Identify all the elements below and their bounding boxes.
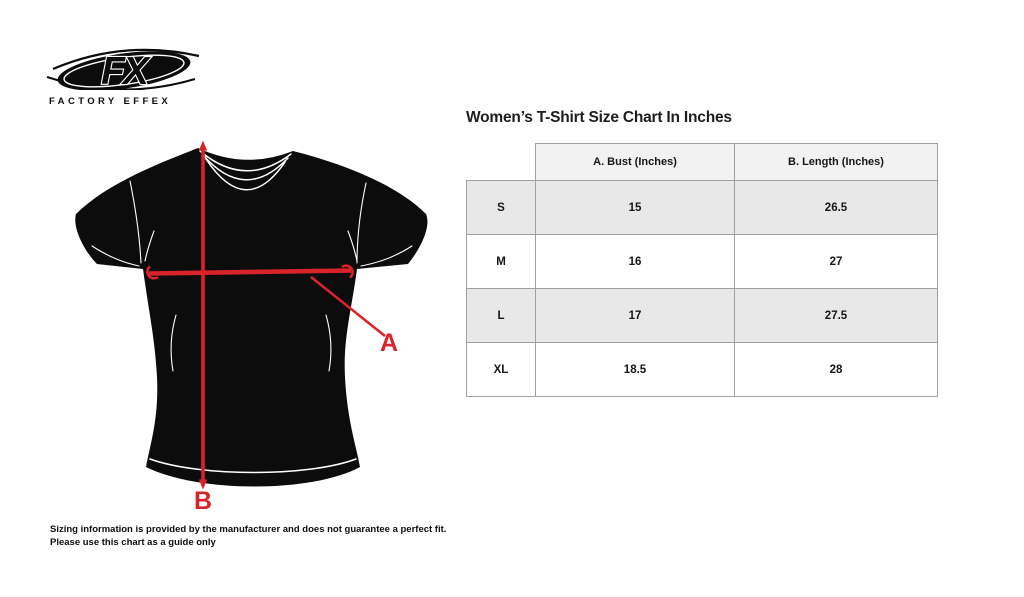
brand-logo (45, 33, 215, 107)
table-corner-cell (467, 144, 536, 181)
table-header-row (467, 144, 938, 181)
header-length: B. Length (Inches) (735, 144, 938, 181)
header-bust: A. Bust (Inches) (536, 144, 735, 181)
disclaimer (50, 524, 446, 549)
bust-value: 16 (536, 235, 735, 289)
fx-logo-text: FX (101, 50, 147, 90)
size-chart-table (466, 143, 938, 397)
size-table-header (467, 144, 938, 181)
bust-value: 18.5 (536, 343, 735, 397)
length-value: 26.5 (735, 181, 938, 235)
table-row-l (467, 289, 938, 343)
fx-logo-icon (45, 33, 205, 90)
size-cell: M (467, 235, 536, 289)
size-cell: L (467, 289, 536, 343)
tshirt-silhouette (75, 148, 427, 487)
size-table-body (467, 181, 938, 397)
disclaimer-line-1: Sizing information is provided by the manufacturer and does not guarantee a perfect fit. (50, 524, 447, 535)
table-row-xl (467, 343, 938, 397)
size-cell: XL (467, 343, 536, 397)
length-value: 28 (735, 343, 938, 397)
size-cell: S (467, 181, 536, 235)
table-row-m (467, 235, 938, 289)
length-value: 27.5 (735, 289, 938, 343)
label-a: A (380, 329, 399, 357)
bust-measure-line-a (149, 271, 351, 274)
length-arrow-top (199, 141, 207, 151)
page-title: Women’s T-Shirt Size Chart In Inches (466, 109, 732, 126)
table-row-s (467, 181, 938, 235)
brand-wordmark: FACTORY EFFEX (49, 96, 172, 107)
length-value: 27 (735, 235, 938, 289)
bust-value: 17 (536, 289, 735, 343)
disclaimer-line-2: Please use this chart as a guide only (50, 536, 216, 548)
bust-value: 15 (536, 181, 735, 235)
tshirt-measurement-diagram (60, 125, 440, 525)
label-b: B (193, 487, 213, 515)
